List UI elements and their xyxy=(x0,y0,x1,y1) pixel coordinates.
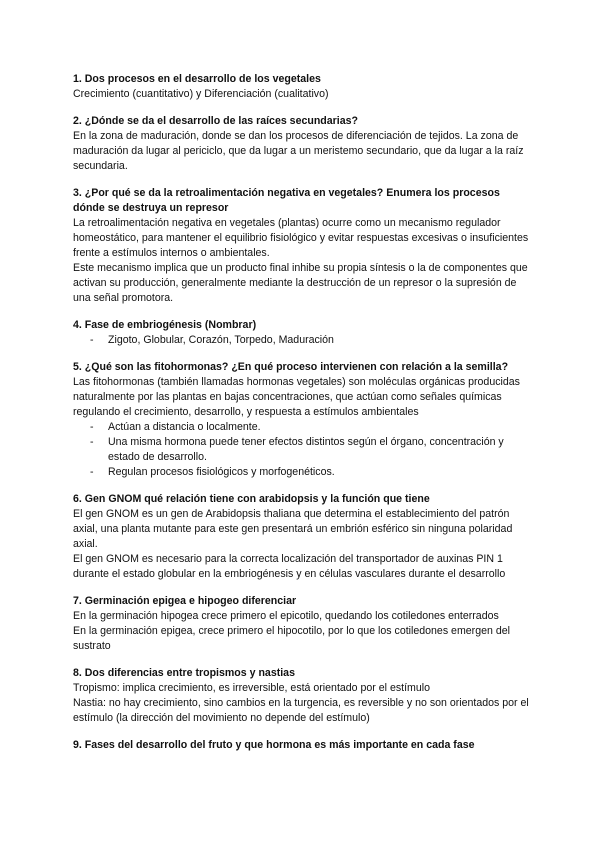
question-section xyxy=(73,594,533,654)
list-item xyxy=(73,435,533,465)
question-title: 7. Germinación epigea e hipogeo diferenciar xyxy=(73,595,297,607)
answer-list xyxy=(73,333,533,348)
answer-paragraph: En la zona de maduración, donde se dan los procesos de diferenciación de tejidos. La zona de maduración da lugar al periciclo, que da lugar a un meristemo secundario, que da lugar a la raíz secundaria. xyxy=(73,130,524,172)
answer-paragraph: Tropismo: implica crecimiento, es irreversible, está orientado por el estímulo xyxy=(73,682,430,694)
answer-paragraph: Las fitohormonas (también llamadas hormonas vegetales) son moléculas orgánicas producidas naturalmente por las plantas en bajas concentraciones, que actúan como señales químicas regulando el crecimiento, desarrollo, y respuesta a estímulos ambientales xyxy=(73,376,520,418)
question-section xyxy=(73,72,533,102)
dash-bullet: - xyxy=(90,334,94,346)
question-section xyxy=(73,186,533,306)
answer-paragraph: El gen GNOM es un gen de Arabidopsis thaliana que determina el establecimiento del patrón axial, una planta mutante para este gen presentará un embrión esférico sin ninguna polaridad axial. xyxy=(73,508,513,550)
answer-list xyxy=(73,420,533,480)
list-item-text: Actúan a distancia o localmente. xyxy=(108,421,261,433)
question-section xyxy=(73,492,533,582)
question-title: 4. Fase de embriogénesis (Nombrar) xyxy=(73,319,257,331)
question-title: 2. ¿Dónde se da el desarrollo de las raíces secundarias? xyxy=(73,115,358,127)
answer-paragraph: En la germinación epigea, crece primero el hipocotilo, por lo que los cotiledones emergen del sustrato xyxy=(73,625,510,652)
answer-paragraph: El gen GNOM es necesario para la correcta localización del transportador de auxinas PIN 1 durante el estado globular en la embriogénesis y en células vasculares durante el desarrollo xyxy=(73,553,506,580)
dash-bullet: - xyxy=(90,421,94,433)
dash-bullet: - xyxy=(90,466,94,478)
list-item xyxy=(73,333,533,348)
list-item-text: Una misma hormona puede tener efectos distintos según el órgano, concentración y estado de desarrollo. xyxy=(108,436,504,463)
question-title: 3. ¿Por qué se da la retroalimentación negativa en vegetales? Enumera los procesos dónde se destruya un represor xyxy=(73,187,500,214)
question-section xyxy=(73,318,533,348)
document-page xyxy=(73,72,533,765)
question-title: 6. Gen GNOM qué relación tiene con arabidopsis y la función que tiene xyxy=(73,493,430,505)
answer-paragraph: Crecimiento (cuantitativo) y Diferenciación (cualitativo) xyxy=(73,88,329,100)
answer-paragraph: Este mecanismo implica que un producto final inhibe su propia síntesis o la de componentes que activan su producción, generalmente mediante la destrucción de un represor o la supresión de una señal promotora. xyxy=(73,262,528,304)
question-section xyxy=(73,360,533,480)
question-title: 5. ¿Qué son las fitohormonas? ¿En qué proceso intervienen con relación a la semilla? xyxy=(73,361,509,373)
list-item xyxy=(73,420,533,435)
question-title: 1. Dos procesos en el desarrollo de los vegetales xyxy=(73,73,321,85)
answer-paragraph: La retroalimentación negativa en vegetales (plantas) ocurre como un mecanismo regulador homeostático, para mantener el equilibrio fisiológico y evitar respuestas excesivas o insuficientes frente a estímulos internos o ambientales. xyxy=(73,217,529,259)
dash-bullet: - xyxy=(90,436,94,448)
question-section xyxy=(73,114,533,174)
question-section xyxy=(73,666,533,726)
list-item xyxy=(73,465,533,480)
question-title: 8. Dos diferencias entre tropismos y nastias xyxy=(73,667,295,679)
question-section xyxy=(73,738,533,753)
answer-paragraph: Nastia: no hay crecimiento, sino cambios en la turgencia, es reversible y no son orientados por el estímulo (la dirección del movimiento no depende del estímulo) xyxy=(73,697,529,724)
question-title: 9. Fases del desarrollo del fruto y que hormona es más importante en cada fase xyxy=(73,739,475,751)
list-item-text: Regulan procesos fisiológicos y morfogenéticos. xyxy=(108,466,335,478)
list-item-text: Zigoto, Globular, Corazón, Torpedo, Maduración xyxy=(108,334,334,346)
answer-paragraph: En la germinación hipogea crece primero el epicotilo, quedando los cotiledones enterrados xyxy=(73,610,499,622)
